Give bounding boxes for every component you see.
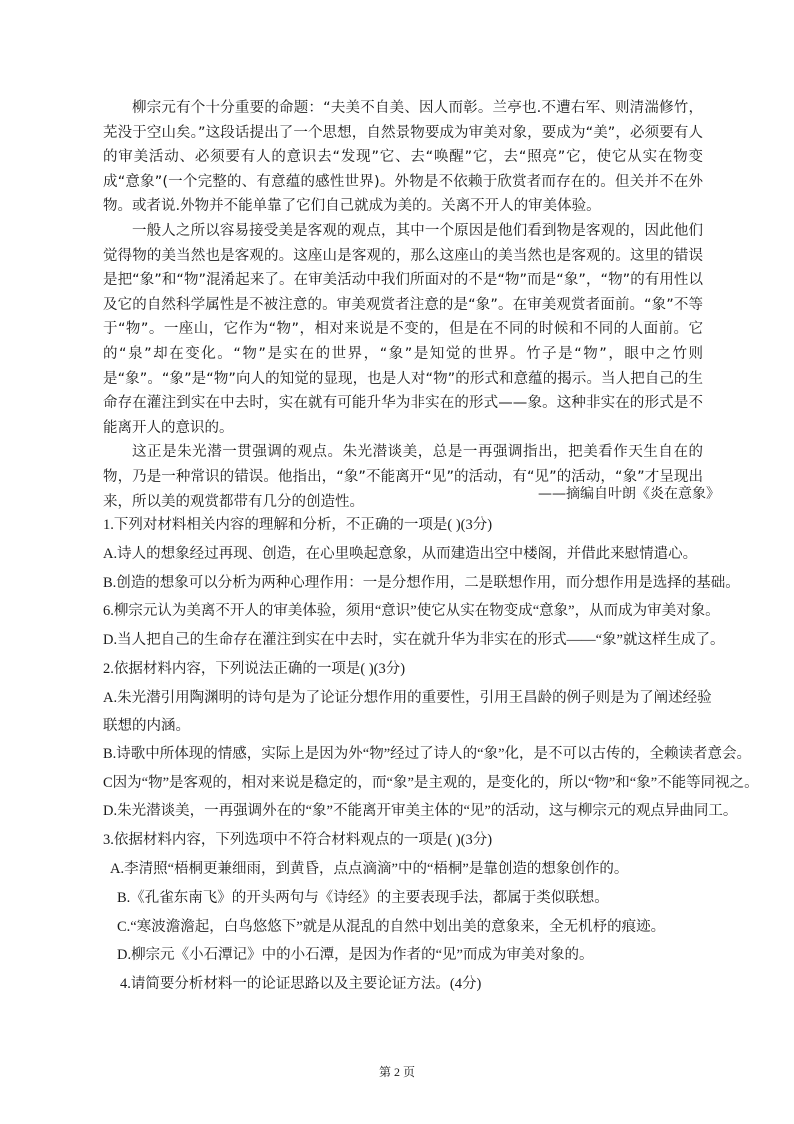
answer-option: B.诗歌中所体现的情感，实际上是因为外“物”经过了诗人的“象”化，是不可以古传的，全赖读者意会。 xyxy=(103,745,752,762)
reading-passage xyxy=(103,96,703,514)
answer-option: B.《孔雀东南飞》的开头两句与《诗经》的主要表现手法，都属于类似联想。 xyxy=(117,889,609,906)
passage-paragraph: 一般人之所以容易接受美是客观的观点，其中一个原因是他们看到物是客观的，因此他们觉得物的美当然也是客观的。这座山是客观的，那么这座山的美当然也是客观的。这里的错误是把“象”和“物”混淆起来了。在审美活动中我们所面对的不是“物”而是“象”，“物”的有用性以及它的自然科学属性是不被注意的。审美观赏者注意的是“象”。在审美观赏者面前。“象”不等于“物”。一座山，它作为“物”，相对来说是不变的，但是在不同的时候和不同的人面前。它的“泉”却在变化。“物”是实在的世界，“象”是知觉的世界。竹子是“物”，眼中之竹则是“象”。“象”是“物”向人的知觉的显现，也是人对“物”的形式和意蕴的揭示。当人把自己的生命存在灌注到实在中去时，实在就有可能升华为非实在的形式——象。这种非实在的形式是不能离开人的意识的。 xyxy=(103,222,703,436)
answer-option: A.朱光潜引用陶渊明的诗句是为了论证分想作用的重要性，引用王昌龄的例子则是为了阐述经验联想的内涵。 xyxy=(103,689,712,734)
page-number: 第 2 页 xyxy=(378,1065,415,1079)
answer-option: D.当人把自己的生命存在灌注到实在中去时，实在就升华为非实在的形式——“象”就这样生成了。 xyxy=(103,632,725,649)
question-stem: 4.请简要分析材料一的论证思路以及主要论证方法。(4分) xyxy=(120,976,482,993)
passage-source: ——摘编自叶朗《炎在意象》 xyxy=(538,486,720,502)
answer-option: C因为“物”是客观的，相对来说是稳定的，而“象”是主观的，是变化的，所以“物”和“象”不能等同视之。 xyxy=(103,774,759,791)
passage-paragraph: 这正是朱光潜一贯强调的观点。朱光潜谈美，总是一再强调指出，把美看作天生自在的物，乃是一种常识的错误。他指出，“象”不能离开“见”的活动，有“见”的活动，“象”才呈现出来，所以美的观赏都带有几分的创造性。 xyxy=(103,444,703,510)
passage-paragraph: 柳宗元有个十分重要的命题：“夫美不自美、因人而彰。兰亭也.不遭右军、则清湍修竹，芜没于空山矣。”这段话提出了一个思想，自然景物要成为审美对象，要成为“美”，必须要有人的审美活动、必须要有人的意识去“发现”它、去“唤醒”它，去“照亮”它，使它从实在物变成“意象”(一个完整的、有意蕴的感性世界)。外物是不依赖于欣赏者而存在的。但关并不在外物。或者说.外物并不能单靠了它们自己就成为美的。关离不开人的审美体验。 xyxy=(103,100,703,215)
answer-option: A.诗人的想象经过再现、创造，在心里唤起意象，从而建造出空中楼阁，并借此来慰情遣心。 xyxy=(103,545,698,562)
question-stem: 3.依据材料内容，下列选项中不符合材料观点的一项是( )(3分) xyxy=(103,832,493,849)
answer-option: D.柳宗元《小石潭记》中的小石潭，是因为作者的“见”而成为审美对象的。 xyxy=(117,947,594,964)
answer-option: 6.柳宗元认为美离不开人的审美体验，须用“意识”使它从实在物变成“意象”，从而成为审美对象。 xyxy=(103,603,720,620)
question-stem: 2.依据材料内容，下列说法正确的一项是( )(3分) xyxy=(103,660,406,677)
question-stem: 1.下列对材料相关内容的理解和分析，不正确的一项是( )(3分) xyxy=(103,517,493,533)
answer-option: B.创造的想象可以分析为两种心理作用：一是分想作用，二是联想作用，而分想作用是选择的基础。 xyxy=(103,574,740,591)
answer-option: A.李清照“梧桐更兼细雨，到黄昏，点点滴滴”中的“梧桐”是靠创造的想象创作的。 xyxy=(110,860,629,877)
question-list xyxy=(103,511,759,999)
answer-option: C.“寒波澹澹起，白鸟悠悠下”就是从混乱的自然中划出美的意象来，全无机杼的痕迹。 xyxy=(117,918,666,935)
answer-option: D.朱光潜谈美，一再强调外在的“象”不能离开审美主体的“见”的活动，这与柳宗元的观点异曲同工。 xyxy=(103,803,738,820)
